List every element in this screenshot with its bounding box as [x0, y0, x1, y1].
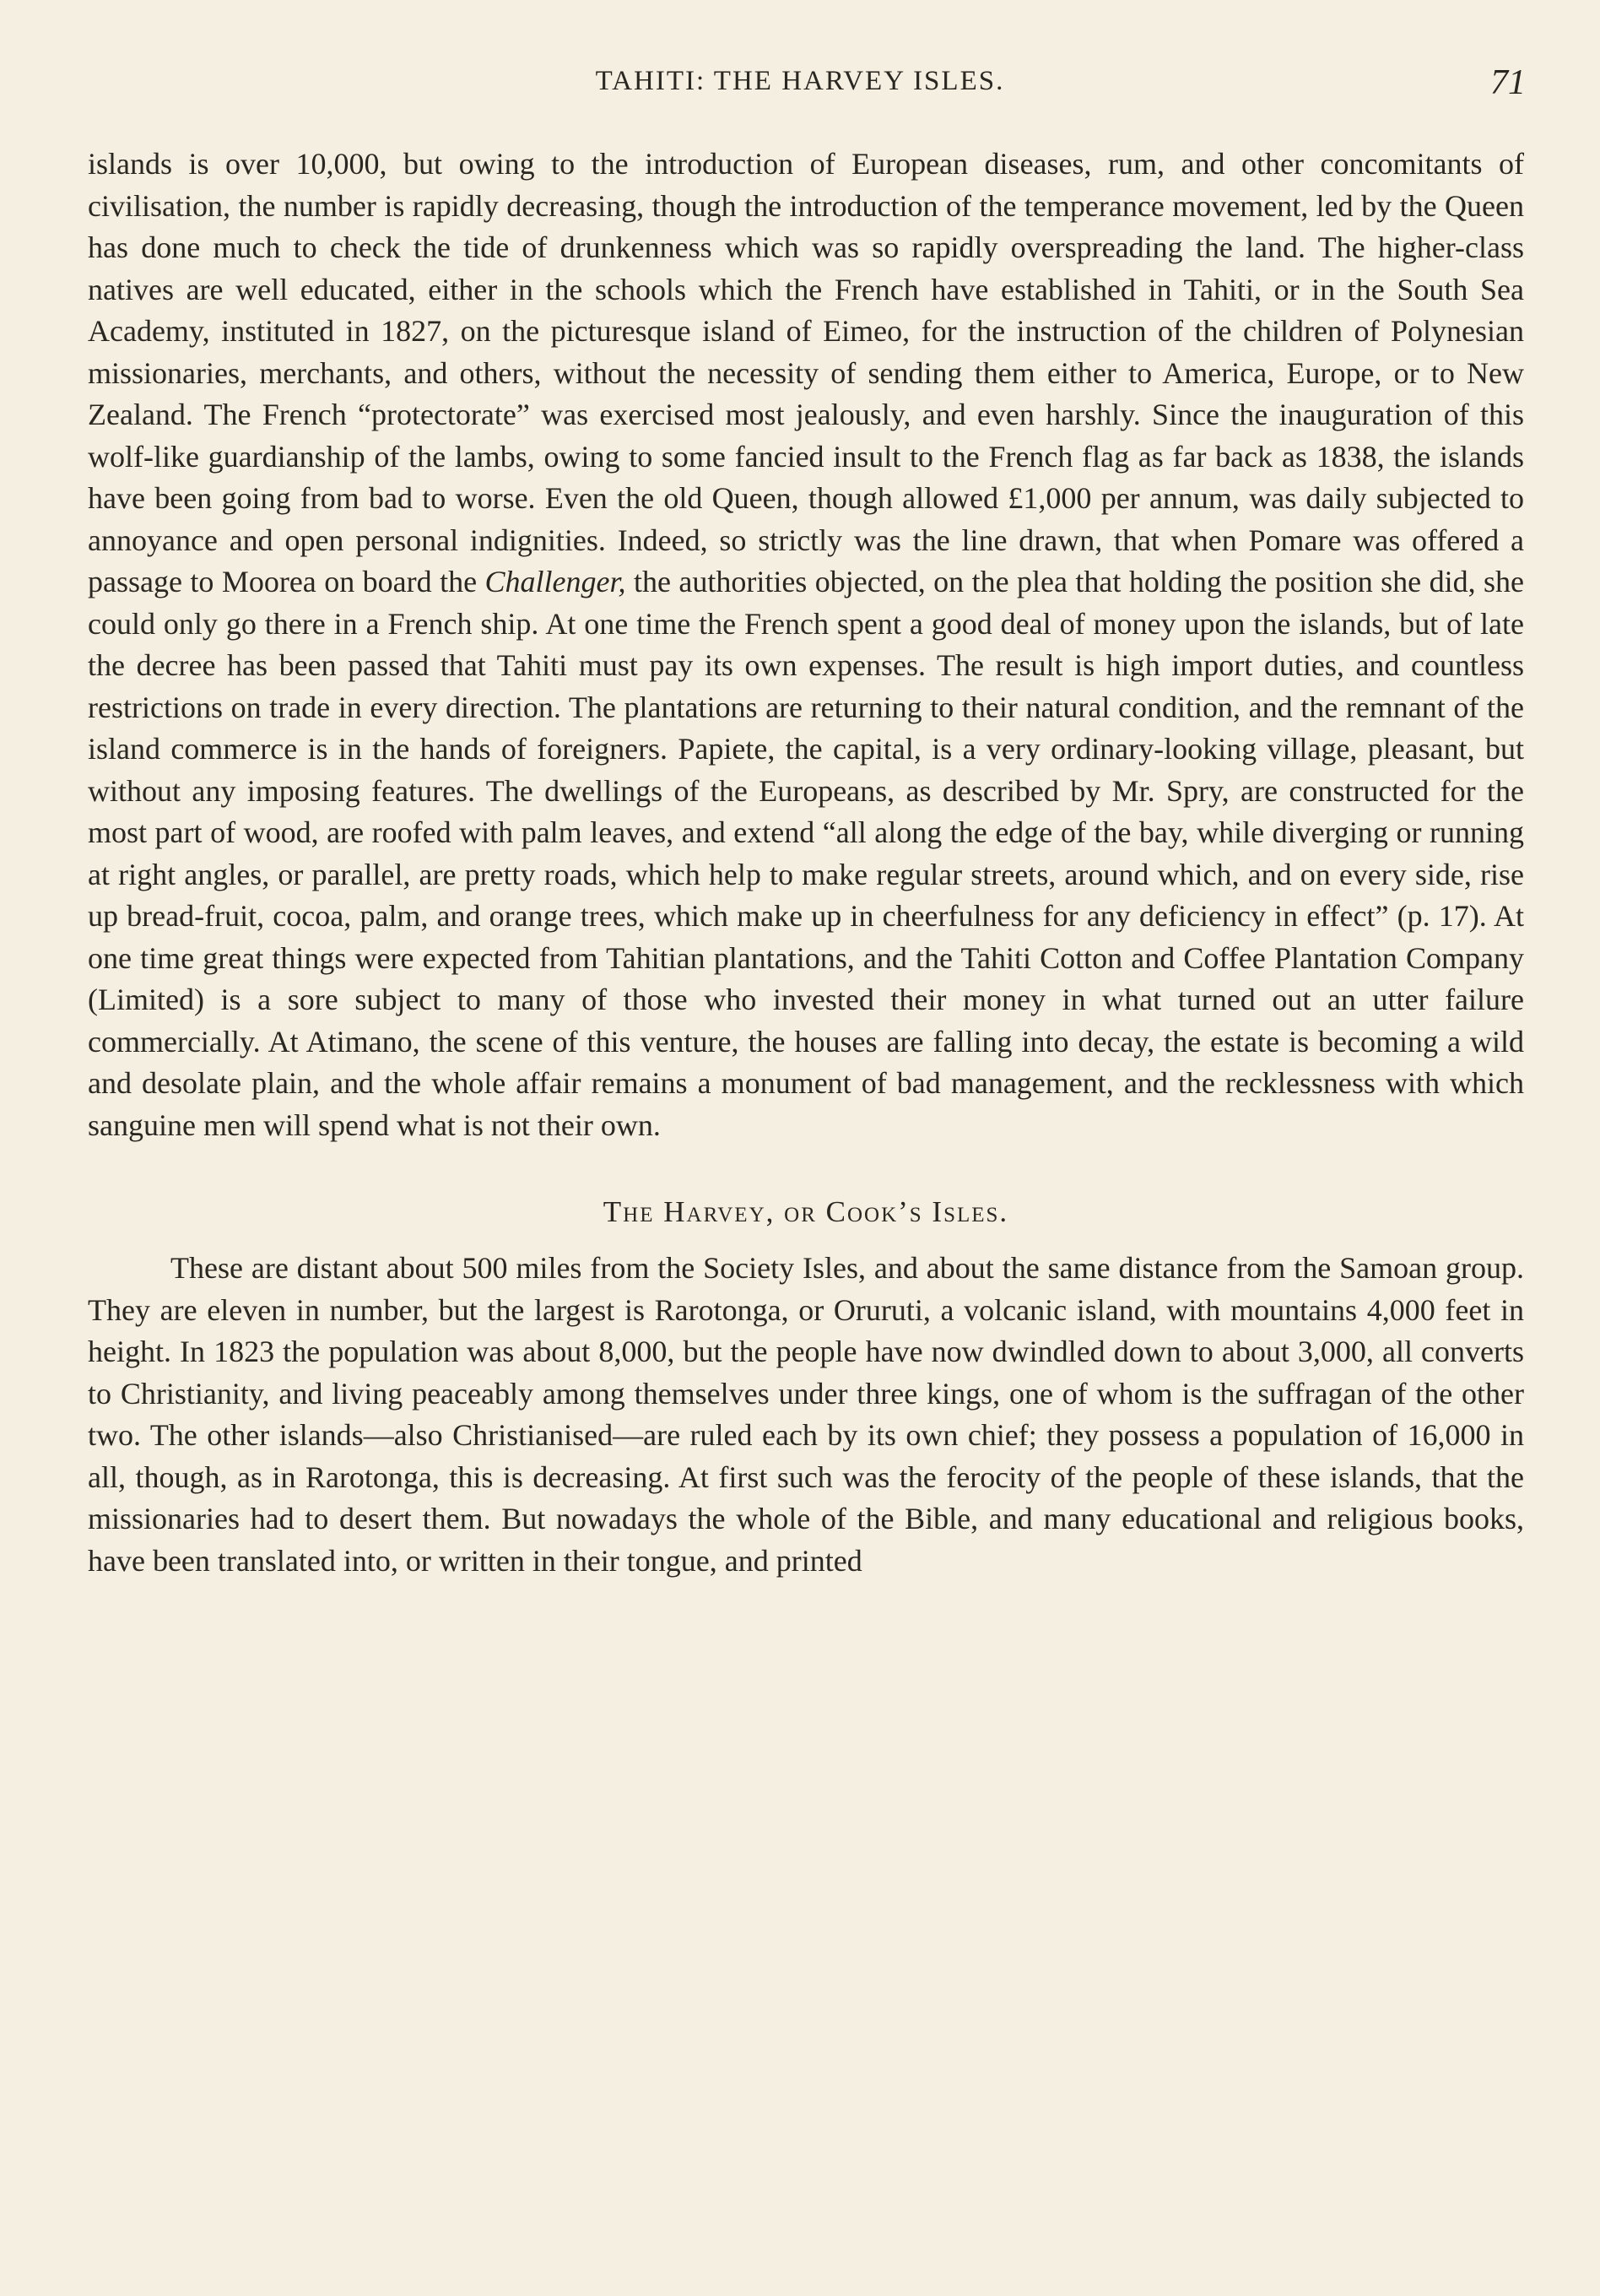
ship-name-italic: Challenger,: [484, 565, 626, 598]
body-text: [88, 144, 1524, 1582]
running-head: [0, 63, 1600, 108]
paragraph-text-after-ship: the authorities objected, on the plea that holding the position she did, she could only go there in a French ship. At one time the French spent a good deal of money upon the islands, but of late the decree has been passed that Tahiti must pay its own expenses. The result is high import duties, and countless restrictions on trade in every direction. The plantations are returning to their natural condition, and the remnant of the island commerce is in the hands of foreigners. Papiete, the capital, is a very ordinary-looking village, pleasant, but without any imposing features. The dwellings of the Europeans, as described by Mr. Spry, are constructed for the most part of wood, are roofed with palm leaves, and extend “all along the edge of the bay, while diverging or running at right angles, or parallel, are pretty roads, which help to make regular streets, around which, and on every side, rise up bread-fruit, cocoa, palm, and orange trees, which make up in cheerfulness for any deficiency in effect” (p. 17). At one time great things were expected from Tahitian plantations, and the Tahiti Cotton and Coffee Plantation Company (Limited) is a sore subject to many of those who invested their money in what turned out an utter failure commercially. At Atimano, the scene of this venture, the houses are falling into decay, the estate is becoming a wild and desolate plain, and the whole affair remains a monument of bad management, and the recklessness with which sanguine men will spend what is not their own.: [88, 565, 1524, 1142]
running-title: TAHITI: THE HARVEY ISLES.: [595, 66, 1005, 96]
paragraph-text-before-ship: islands is over 10,000, but owing to the introduction of European diseases, rum, and other concomitants of civilisation, the number is rapidly decreasing, though the introduction of the temperance movement, led by the Queen has done much to check the tide of drunkenness which was so rapidly overspreading the land. The higher-class natives are well educated, either in the schools which the French have established in Tahiti, or in the South Sea Academy, instituted in 1827, on the picturesque island of Eimeo, for the instruction of the children of Polynesian missionaries, merchants, and others, without the necessity of sending them either to America, Europe, or to New Zealand. The French “protectorate” was exercised most jealously, and even harshly. Since the inauguration of this wolf-like guardianship of the lambs, owing to some fancied insult to the French flag as far back as 1838, the islands have been going from bad to worse. Even the old Queen, though allowed £1,000 per annum, was daily subjected to annoyance and open personal indignities. Indeed, so strictly was the line drawn, that when Pomare was offered a passage to Moorea on board the: [88, 147, 1524, 598]
page-number: 71: [1490, 63, 1526, 102]
paragraph-harvey-isles: These are distant about 500 miles from the Society Isles, and about the same distance from the Samoan group. They are eleven in number, but the largest is Rarotonga, or Oruruti, a volcanic island, with mountains 4,000 feet in height. In 1823 the population was about 8,000, but the people have now dwindled down to about 3,000, all converts to Christianity, and living peaceably among themselves under three kings, one of whom is the suffragan of the other two. The other islands—also Christianised—are ruled each by its own chief; they possess a population of 16,000 in all, though, as in Rarotonga, this is decreasing. At first such was the ferocity of the people of these islands, that the missionaries had to desert them. But nowadays the whole of the Bible, and many educational and religious books, have been translated into, or written in their tongue, and printed: [88, 1251, 1524, 1578]
paragraph-tahiti-continued: [88, 144, 1524, 1146]
section-heading: The Harvey, or Cook’s Isles.: [603, 1195, 1009, 1228]
